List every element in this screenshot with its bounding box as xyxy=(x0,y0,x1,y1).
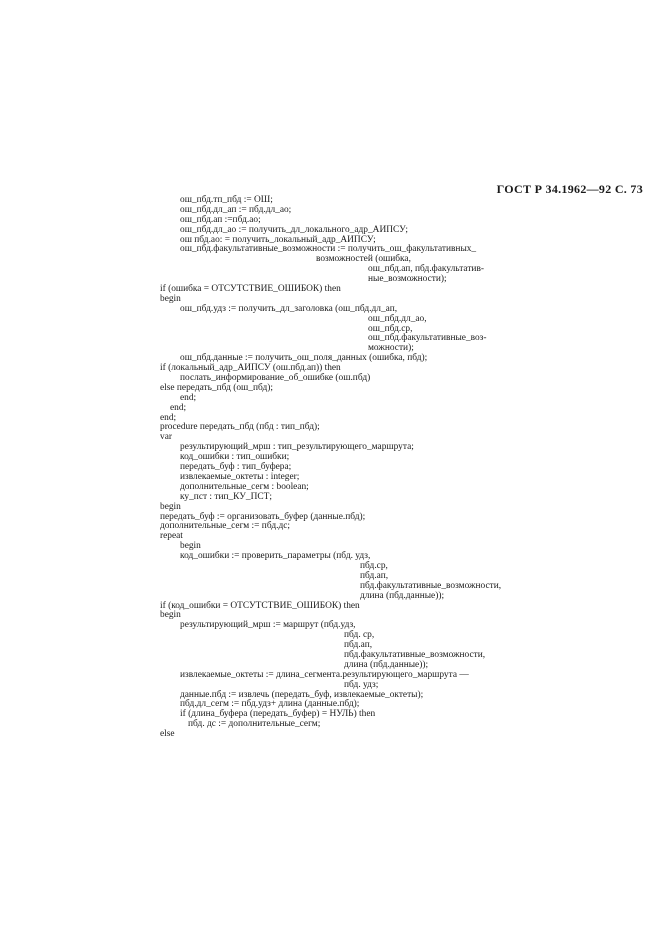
code-line: ош_пбд.факультативные_воз- xyxy=(368,333,487,344)
code-line: данные.пбд := извлечь (передать_буф, извлекаемые_октеты); xyxy=(180,689,424,700)
code-line: ку_пст : тип_КУ_ПСТ; xyxy=(180,491,272,502)
code-line: begin xyxy=(160,610,181,621)
code-line: пбд.факультативные_возможности, xyxy=(360,580,502,591)
code-line: извлекаемые_октеты := длина_сегмента.результирующего_маршрута — xyxy=(180,669,469,680)
code-line: пбд.ап, xyxy=(360,570,389,581)
code-line: if (ошибка = ОТСУТСТВИЕ_ОШИБОК) then xyxy=(160,284,341,295)
code-line: пбд.факультативные_возможности, xyxy=(344,649,486,660)
code-line: begin xyxy=(160,501,181,512)
code-line: пбд.ср, xyxy=(360,560,388,571)
code-line: ош_пбд.дл_ап := пбд.дл_ао; xyxy=(180,204,292,215)
code-line: if (длина_буфера (передать_буфер) = НУЛЬ) then xyxy=(180,709,376,720)
code-line: var xyxy=(160,432,172,443)
code-line: ош_пбд.ап :=пбд.ао; xyxy=(180,214,261,225)
code-line: ош пбд.ао: = получить_локальный_адр_АИПСУ; xyxy=(180,234,376,245)
code-line: результирующий_мрш := маршрут (пбд.удз, xyxy=(180,620,356,631)
page-header: ГОСТ Р 34.1962—92 С. 73 xyxy=(496,182,643,196)
code-line: пбд. ср, xyxy=(344,630,375,641)
code-line: ош_пбд.удз := получить_дл_заголовка (ош_пбд.дл_ап, xyxy=(180,303,398,314)
code-listing xyxy=(160,196,640,740)
code-line: послать_информирование_об_ошибке (ош.пбд) xyxy=(180,373,371,384)
code-line: возможностей (ошибка, xyxy=(316,254,411,265)
code-line: end; xyxy=(180,392,197,403)
code-line: ош_пбд.факультативные_возможности := получить_ош_факультативных_ xyxy=(180,244,477,255)
code-line: пбд.ап, xyxy=(344,640,373,651)
code-line: код_ошибки : тип_ошибки; xyxy=(180,452,290,463)
code-line: передать_буф := организовать_буфер (данные.пбд); xyxy=(160,511,366,522)
code-line: else передать_пбд (ош_пбд); xyxy=(160,382,274,393)
code-line: ош_пбд.дл_ао := получить_дл_локального_адр_АИПСУ; xyxy=(180,224,408,235)
code-line: end; xyxy=(160,412,177,423)
code-line: end; xyxy=(170,402,187,413)
code-line: ош_пбд.ср, xyxy=(368,323,413,334)
code-line: else xyxy=(160,729,175,740)
code-line: ош_пбд.ап, пбд.факультатив- xyxy=(368,264,484,275)
code-line: ные_возможности); xyxy=(368,274,447,285)
code-line: begin xyxy=(180,541,201,552)
code-line: пбд. удз; xyxy=(344,679,379,690)
code-line: пбд. дс := дополнительные_сегм; xyxy=(188,719,321,730)
code-line: извлекаемые_октеты : integer; xyxy=(180,471,300,482)
code-line: дополнительные_сегм := пбд.дс; xyxy=(160,521,290,532)
code-line: код_ошибки := проверить_параметры (пбд. удз, xyxy=(180,551,371,562)
code-line: ош_пбд.дл_ао, xyxy=(368,313,427,324)
code-line: procedure передать_пбд (пбд : тип_пбд); xyxy=(160,422,320,433)
code-line: begin xyxy=(160,293,181,304)
code-line: ош_пбд.тп_пбд := ОШ; xyxy=(180,195,273,205)
code-line: передать_буф : тип_буфера; xyxy=(180,462,292,473)
code-line: результирующий_мрш : тип_результирующего_маршрута; xyxy=(180,442,414,453)
code-line: ош_пбд.данные := получить_ош_поля_данных (ошибка, пбд); xyxy=(180,353,428,364)
code-line: дополнительные_сегм : boolean; xyxy=(180,481,309,492)
code-line: можности); xyxy=(368,343,414,354)
code-line: пбд.дл_сегм := пбд.удз+ длина (данные.пбд); xyxy=(180,699,360,710)
code-line: if (код_ошибки = ОТСУТСТВИЕ_ОШИБОК) then xyxy=(160,600,360,611)
code-line: if (локальный_адр_АИПСУ (ош.пбд.ап)) then xyxy=(160,363,341,374)
code-line: длина (пбд.данные)); xyxy=(360,590,445,601)
code-line: repeat xyxy=(160,531,183,542)
code-line: длина (пбд.данные)); xyxy=(344,659,429,670)
